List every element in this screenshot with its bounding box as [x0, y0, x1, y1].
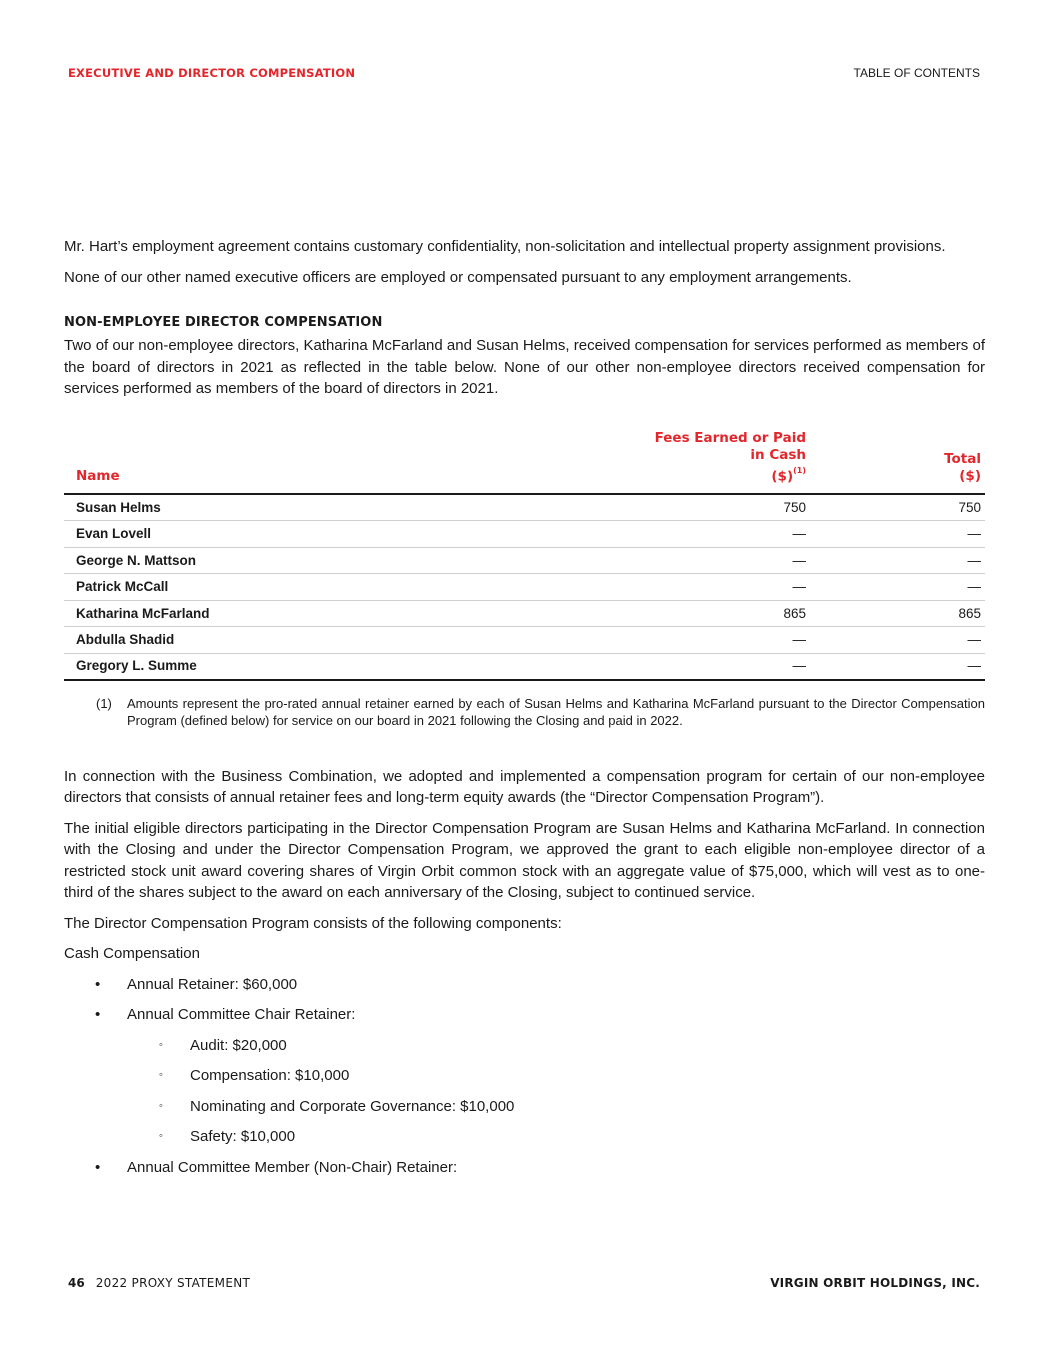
sub-bullet: ◦ [159, 1069, 163, 1081]
document-title: 2022 PROXY STATEMENT [95, 1276, 251, 1290]
sublist-item-audit [64, 1035, 985, 1057]
page-number: 46 [68, 1276, 85, 1290]
paragraph-hart-agreement: Mr. Hart’s employment agreement contains customary confidentiality, non-solicitation and intellectual property assignment provisions. [64, 238, 946, 255]
sub-bullet: ◦ [159, 1130, 163, 1142]
footer-left [68, 1276, 250, 1290]
footnote-marker: (1) [96, 695, 112, 711]
fees-header-line2: ($) [771, 468, 794, 484]
cash-compensation-heading: Cash Compensation [64, 945, 200, 962]
table-row [64, 627, 985, 654]
paragraph-initial-directors: The initial eligible directors participating in the Director Compensation Program are Susan Helms and Katharina McFarland. In connection with the Closing and under the Director Compensation Program, we approved the grant to each eligible non-employee director of a restricted stock unit award covering shares of Virgin Orbit common stock with an aggregate value of $75,000, which will vest as to one-third of the shares subject to the award on each anniversary of the Closing, subject to continued service. [64, 819, 985, 901]
member-retainer-text: Annual Committee Member (Non-Chair) Retainer: [127, 1158, 458, 1176]
annual-retainer-text: Annual Retainer: $60,000 [127, 975, 298, 993]
director-name-cell: George N. Mattson [64, 547, 635, 574]
paragraph-other-officers: None of our other named executive officers are employed or compensated pursuant to any employment arrangements. [64, 268, 852, 286]
fees-cell: 750 [635, 494, 810, 521]
column-header-total [810, 430, 985, 495]
fees-cell: — [635, 627, 810, 654]
sublist-item-compensation [64, 1065, 985, 1087]
total-header-line1: Total [944, 451, 981, 467]
sub-bullet: ◦ [159, 1038, 163, 1051]
total-cell: — [810, 574, 985, 601]
director-name-cell: Evan Lovell [64, 521, 635, 548]
sublist-item-safety [64, 1126, 985, 1148]
table-row [64, 600, 985, 627]
section-intro: Two of our non-employee directors, Katharina McFarland and Susan Helms, received compensation for services performed as members of the board of directors in 2021 as reflected in the table below. None of our other non-employee directors received compensation for services performed as members of the board of directors in 2021. [64, 337, 985, 397]
cash-compensation-list [64, 974, 985, 1179]
company-name: VIRGIN ORBIT HOLDINGS, INC. [770, 1276, 980, 1290]
bullet: • [95, 975, 101, 993]
total-cell: 865 [810, 600, 985, 627]
section-title: NON-EMPLOYEE DIRECTOR COMPENSATION [64, 315, 383, 330]
main-content [64, 236, 985, 1187]
list-item-member-retainer [64, 1157, 985, 1179]
column-header-name: Name [64, 430, 635, 495]
table-row [64, 574, 985, 601]
table-footnote [64, 695, 985, 729]
sublist-item-text: Safety: $10,000 [190, 1128, 296, 1145]
fees-header-line1: Fees Earned or Paid in Cash [654, 429, 806, 463]
fees-cell: — [635, 653, 810, 680]
total-header-line2: ($) [959, 468, 981, 484]
chair-retainer-text: Annual Committee Chair Retainer: [127, 1006, 356, 1023]
section-header: EXECUTIVE AND DIRECTOR COMPENSATION [68, 66, 356, 80]
footnote-reference: (1) [793, 465, 806, 475]
table-row [64, 494, 985, 521]
table-body [64, 494, 985, 680]
footnote-text: Amounts represent the pro-rated annual retainer earned by each of Susan Helms and Katharina McFarland pursuant to the Director Compensation Program (defined below) for service on our board in 2021 following the Closing and paid in 2022. [127, 695, 985, 728]
paragraph-program-adoption: In connection with the Business Combination, we adopted and implemented a compensation program for certain of our non-employee directors that consists of annual retainer fees and long-term equity awards (the “Director Compensation Program”). [64, 767, 985, 806]
fees-cell: — [635, 547, 810, 574]
sub-bullet: ◦ [159, 1099, 163, 1112]
sublist-item-text: Compensation: $10,000 [190, 1067, 350, 1084]
director-compensation-table [64, 430, 985, 681]
bullet: • [95, 1006, 101, 1023]
total-cell: — [810, 653, 985, 680]
fees-cell: — [635, 521, 810, 548]
table-header-row [64, 430, 985, 495]
sublist-item-text: Nominating and Corporate Governance: $10,000 [190, 1097, 515, 1115]
paragraph-components: The Director Compensation Program consists of the following components: [64, 914, 562, 932]
list-item-chair-retainer [64, 1004, 985, 1148]
sublist-item-text: Audit: $20,000 [190, 1036, 287, 1054]
total-cell: — [810, 547, 985, 574]
fees-cell: — [635, 574, 810, 601]
director-name-cell: Susan Helms [64, 494, 635, 521]
fees-cell: 865 [635, 600, 810, 627]
total-cell: 750 [810, 494, 985, 521]
column-header-fees [635, 430, 810, 495]
list-item-annual-retainer [64, 974, 985, 996]
total-cell: — [810, 521, 985, 548]
chair-retainer-sublist [127, 1035, 985, 1148]
director-name-cell: Patrick McCall [64, 574, 635, 601]
total-cell: — [810, 627, 985, 654]
director-name-cell: Gregory L. Summe [64, 653, 635, 680]
director-name-cell: Katharina McFarland [64, 600, 635, 627]
table-row [64, 653, 985, 680]
sublist-item-nominating [64, 1096, 985, 1118]
bullet: • [95, 1158, 101, 1176]
table-row [64, 521, 985, 548]
table-row [64, 547, 985, 574]
table-of-contents-link[interactable]: TABLE OF CONTENTS [853, 66, 980, 80]
director-name-cell: Abdulla Shadid [64, 627, 635, 654]
